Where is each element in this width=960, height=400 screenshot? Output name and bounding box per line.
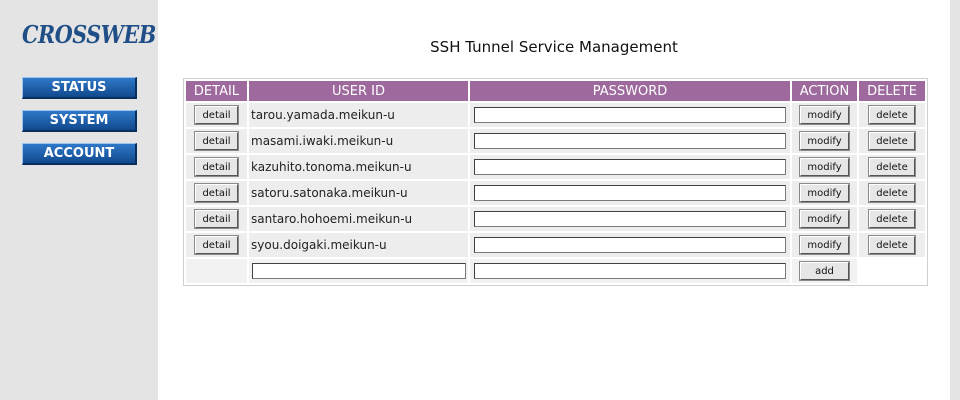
user-id-cell: kazuhito.tonoma.meikun-u xyxy=(249,155,468,179)
password-input[interactable] xyxy=(474,133,786,149)
table-row xyxy=(186,155,925,179)
new-password-input[interactable] xyxy=(474,263,786,279)
right-margin xyxy=(950,0,960,400)
modify-button[interactable]: modify xyxy=(800,158,848,176)
empty-cell xyxy=(186,259,247,283)
page-title: SSH Tunnel Service Management xyxy=(430,38,678,56)
delete-button[interactable]: delete xyxy=(869,106,915,124)
add-button[interactable]: add xyxy=(800,262,849,280)
header-user-id: USER ID xyxy=(249,81,468,101)
crossweb-logo: CROSSWEB xyxy=(22,19,156,49)
password-input[interactable] xyxy=(474,107,786,123)
user-id-cell: satoru.satonaka.meikun-u xyxy=(249,181,468,205)
table-row xyxy=(186,207,925,231)
user-id-cell: masami.iwaki.meikun-u xyxy=(249,129,468,153)
modify-button[interactable]: modify xyxy=(800,236,848,254)
new-user-id-input[interactable] xyxy=(252,263,466,279)
delete-button[interactable]: delete xyxy=(869,236,915,254)
nav-status-button[interactable]: STATUS xyxy=(22,77,137,99)
delete-button[interactable]: delete xyxy=(869,132,915,150)
password-input[interactable] xyxy=(474,237,786,253)
user-id-cell: tarou.yamada.meikun-u xyxy=(249,103,468,127)
modify-button[interactable]: modify xyxy=(800,106,848,124)
table-row xyxy=(186,103,925,127)
sidebar xyxy=(0,0,158,400)
users-table xyxy=(183,78,928,286)
detail-button[interactable]: detail xyxy=(195,106,237,124)
user-id-cell: santaro.hohoemi.meikun-u xyxy=(249,207,468,231)
detail-button[interactable]: detail xyxy=(195,236,237,254)
detail-button[interactable]: detail xyxy=(195,184,237,202)
detail-button[interactable]: detail xyxy=(195,132,237,150)
empty-cell xyxy=(859,259,925,283)
table-row xyxy=(186,181,925,205)
modify-button[interactable]: modify xyxy=(800,210,848,228)
header-action: ACTION xyxy=(792,81,857,101)
add-user-row xyxy=(186,259,925,283)
table-header-row xyxy=(186,81,925,101)
header-password: PASSWORD xyxy=(470,81,790,101)
password-input[interactable] xyxy=(474,159,786,175)
table-row xyxy=(186,233,925,257)
password-input[interactable] xyxy=(474,211,786,227)
header-detail: DETAIL xyxy=(186,81,247,101)
nav-system-button[interactable]: SYSTEM xyxy=(22,110,137,132)
nav-account-button[interactable]: ACCOUNT xyxy=(22,143,137,165)
modify-button[interactable]: modify xyxy=(800,132,848,150)
user-id-cell: syou.doigaki.meikun-u xyxy=(249,233,468,257)
detail-button[interactable]: detail xyxy=(195,210,237,228)
delete-button[interactable]: delete xyxy=(869,184,915,202)
delete-button[interactable]: delete xyxy=(869,158,915,176)
password-input[interactable] xyxy=(474,185,786,201)
delete-button[interactable]: delete xyxy=(869,210,915,228)
header-delete: DELETE xyxy=(859,81,925,101)
table-row xyxy=(186,129,925,153)
modify-button[interactable]: modify xyxy=(800,184,848,202)
detail-button[interactable]: detail xyxy=(195,158,237,176)
